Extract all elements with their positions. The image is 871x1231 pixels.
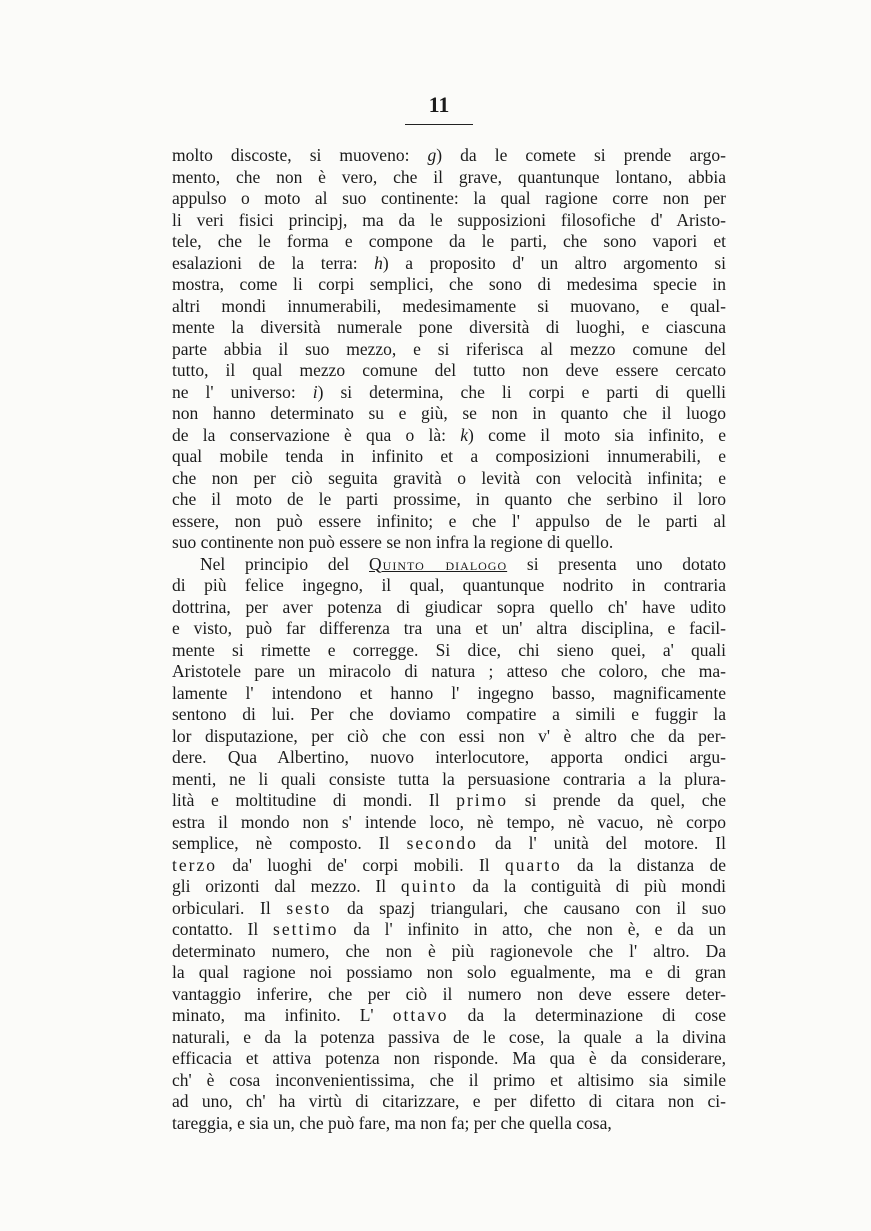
italic-letter: k [460,424,468,445]
text-line [172,446,726,468]
text-line [172,274,726,296]
text-segment: mostra, come li corpi semplici, che sono di medesima specie in [172,274,726,294]
text-segment: ad uno, ch' ha virtù di citarizzare, e per difetto di citara non ci- [172,1091,726,1111]
text-segment: Aristotele pare un miracolo di natura ; atteso che coloro, che ma- [172,661,726,681]
italic-letter: h [374,252,383,273]
text-segment: determinato numero, che non è più ragionevole che l' altro. Da [172,940,726,961]
text-line [172,489,726,511]
text-line [172,145,726,167]
page-number: 11 [428,92,450,117]
text-line [172,618,726,640]
text-line [172,554,726,576]
text-segment: da' luoghi de' corpi mobili. Il [216,854,505,875]
text-line [172,231,726,253]
text-line [172,468,726,490]
text-line [172,425,726,447]
text-segment: Nel principio del [200,553,370,574]
text-segment: tele, che le forma e compone da le parti, che sono vapori et [172,231,726,251]
text-segment: mente si rimette e corregge. Si dice, chi sieno quei, a' quali [172,639,726,660]
text-line [172,253,726,275]
text-line [172,1048,726,1070]
text-segment: che il moto de le parti prossime, in quanto che serbino il loro [172,489,726,509]
dialogue-heading: Quinto dialogo [369,553,508,574]
text-segment: sentono di lui. Per che doviamo compatire a simili e fuggir la [172,704,726,724]
text-line [172,898,726,920]
text-line [172,769,726,791]
text-line [172,296,726,318]
text-segment: semplice, nè composto. Il [172,833,407,853]
text-line [172,317,726,339]
text-segment: molto discoste, si muoveno: [172,145,428,165]
text-segment: da l' unità del motore. Il [477,833,726,853]
text-line [172,188,726,210]
text-segment: suo continente non può essere se non infra la regione di quello. [172,532,614,552]
text-segment: lor disputazione, per ciò che con essi non v' è altro che da per- [172,725,726,746]
text-line [172,1005,726,1027]
text-segment: li veri fisici principj, ma da le supposizioni filosofiche d' Aristo- [172,209,726,230]
text-segment: tutto, il qual mezzo comune del tutto non deve essere cercato [172,360,726,380]
text-line [172,747,726,769]
text-segment: orbiculari. Il [172,897,287,918]
argument-ordinal: ottavo [392,1005,449,1025]
text-line [172,640,726,662]
text-line [172,704,726,726]
text-segment: si presenta uno dotato [507,553,727,574]
text-segment: vantaggio inferire, che per ciò il numero non deve essere deter- [172,983,726,1004]
text-line [172,984,726,1006]
text-segment: da l' infinito in atto, che non è, e da un [338,919,727,939]
text-line [172,919,726,941]
text-line [172,855,726,877]
argument-ordinal: terzo [172,854,217,875]
text-segment: ch' è cosa inconvenientissima, che il primo et altisimo sia simile [172,1069,726,1090]
argument-ordinal: secondo [406,833,478,853]
italic-letter: g [427,145,437,165]
text-segment: da la distanza de [561,854,726,875]
text-line [172,1027,726,1049]
text-segment: si prende da quel, che [508,790,726,810]
text-line [172,941,726,963]
text-segment: da la contiguità di più mondi [457,876,726,896]
text-line [172,210,726,232]
text-segment: parte abbia il suo mezzo, e si riferisca al mezzo comune del [172,338,726,359]
text-line [172,167,726,189]
text-segment: essere, non può essere infinito; e che l' appulso de le parti al [172,510,726,531]
text-segment: appulso o moto al suo continente: la qual ragione corre non per [172,188,726,208]
text-segment: de la conservazione è qua o là: [172,424,461,445]
argument-ordinal: quarto [505,854,562,875]
text-segment: dottrina, per aver potenza di giudicar sopra quello ch' have udito [172,596,726,617]
text-segment: lità e moltitudine di mondi. Il [172,790,457,810]
text-line [172,726,726,748]
text-line [172,661,726,683]
text-line [172,683,726,705]
text-line [172,597,726,619]
text-segment: ) come il moto sia infinito, e [468,424,726,445]
text-line [172,1070,726,1092]
text-segment: qual mobile tenda in infinito et a composizioni innumerabili, e [172,446,726,466]
text-line [172,511,726,533]
text-line [172,403,726,425]
argument-ordinal: settimo [273,919,339,939]
text-segment: mento, che non è vero, che il grave, quantunque lontano, abbia [172,166,726,187]
text-segment: dere. Qua Albertino, nuovo interlocutore, apporta ondici argu- [172,747,726,767]
text-segment: di più felice ingegno, il qual, quantunque nodrito in contraria [172,575,726,595]
text-line [172,575,726,597]
body-text [172,145,726,1134]
argument-ordinal: quinto [400,876,458,896]
argument-ordinal: primo [456,790,509,810]
text-line [172,833,726,855]
text-line [172,876,726,898]
text-segment: gli orizonti dal mezzo. Il [172,876,401,896]
italic-letter: i [312,381,318,402]
text-line [172,1113,726,1135]
text-segment: minato, ma infinito. L' [172,1005,393,1025]
text-segment: ) da le comete si prende argo- [436,145,726,165]
text-line [172,339,726,361]
text-segment: mente la diversità numerale pone diversità di luoghi, e ciascuna [172,317,726,337]
text-line [172,962,726,984]
text-segment: contatto. Il [172,919,274,939]
text-segment: da la determinazione di cose [448,1005,726,1025]
text-segment: efficacia et attiva potenza non risponde. Ma qua è da considerare, [172,1048,726,1068]
text-segment: la qual ragione noi possiamo non solo egualmente, ma e di gran [172,962,726,982]
text-segment: da spazj triangulari, che causano con il suo [331,897,727,918]
text-segment: ne l' universo: [172,381,313,402]
text-segment: ) a proposito d' un altro argomento si [382,252,726,273]
text-segment: che non per ciò seguita gravità o levità con velocità infinita; e [172,467,726,488]
argument-ordinal: sesto [286,897,332,918]
text-segment: esalazioni de la terra: [172,252,375,273]
text-line [172,790,726,812]
text-segment: lamente l' intendono et hanno l' ingegno basso, magnificamente [172,682,726,703]
text-line [172,382,726,404]
text-segment: ) si determina, che li corpi e parti di quelli [317,381,726,402]
text-segment: menti, ne li quali consiste tutta la persuasione contraria a la plura- [172,768,726,789]
header-rule [405,124,473,125]
text-segment: non hanno determinato su e giù, se non in quanto che il luogo [172,403,726,423]
text-line [172,1091,726,1113]
text-segment: naturali, e da la potenza passiva de le cose, la quale a la divina [172,1026,726,1047]
text-segment: e visto, può far differenza tra una et un' altra disciplina, e facil- [172,618,726,638]
text-line [172,812,726,834]
text-line [172,532,726,554]
text-segment: altri mondi innumerabili, medesimamente si muovano, e qual- [172,295,726,316]
text-line [172,360,726,382]
text-segment: estra il mondo non s' intende loco, nè tempo, nè vacuo, nè corpo [172,811,726,832]
text-segment: tareggia, e sia un, che può fare, ma non fa; per che quella cosa, [172,1112,612,1133]
